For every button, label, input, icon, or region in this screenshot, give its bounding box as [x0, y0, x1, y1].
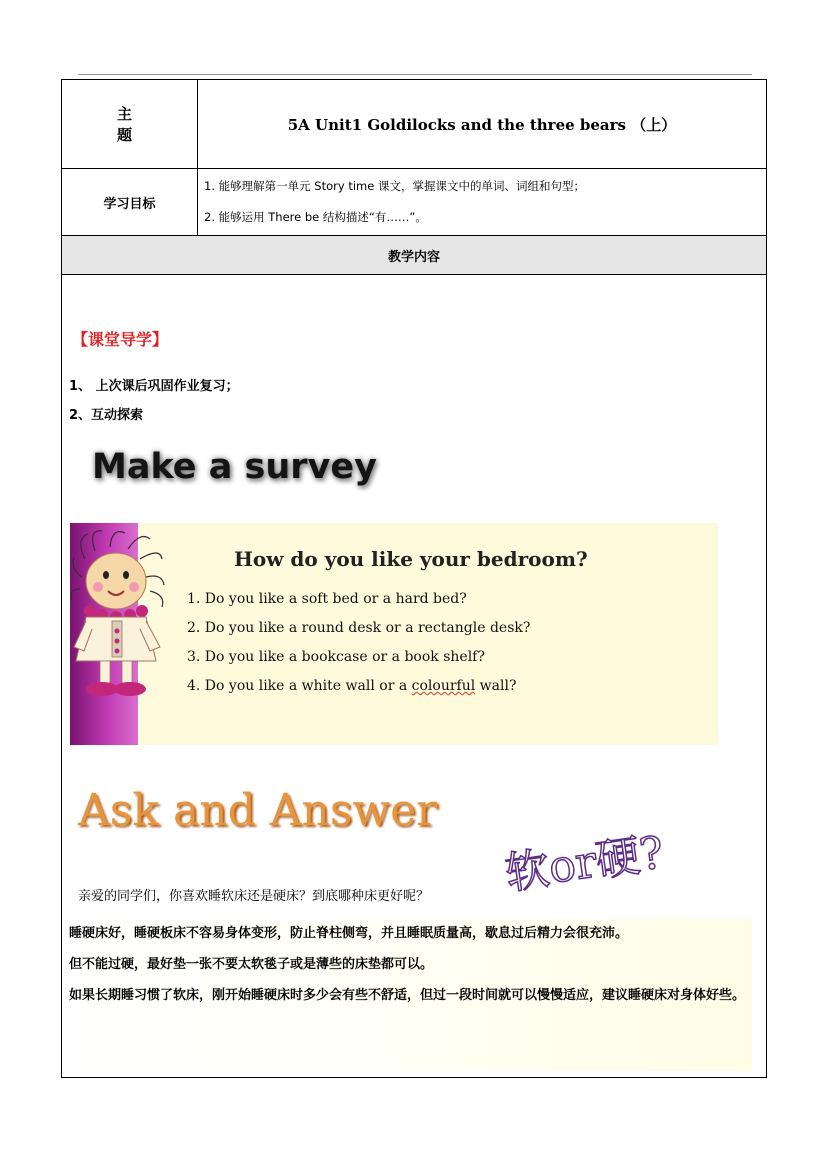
survey-slide: [70, 523, 718, 745]
topic-label: 主 题: [62, 80, 198, 169]
answer-line: 如果长期睡习惯了软床，刚开始睡硬床时多少会有些不舒适，但过一段时间就可以慢慢适应，建议睡硬床对身体好些。: [69, 988, 746, 1003]
slide-question-list: [187, 591, 530, 707]
goals-row: [62, 169, 767, 236]
doll-illustration: [70, 529, 180, 709]
topic-row: [62, 80, 767, 169]
slide-question: How do you like your bedroom?: [234, 547, 588, 571]
step-item: 1、 上次课后巩固作业复习；: [69, 379, 239, 394]
content-heading: 教学内容: [62, 236, 767, 275]
content-heading-row: [62, 236, 767, 275]
slide-item-end: wall?: [475, 678, 517, 694]
ask-answer-title: Ask and Answer: [78, 785, 438, 836]
slide-item: 1. Do you like a soft bed or a hard bed?: [187, 591, 467, 607]
slide-item: 2. Do you like a round desk or a rectangle desk?: [187, 620, 531, 636]
answer-line: 但不能过硬，最好垫一张不要太软毯子或是薄些的床垫都可以。: [69, 957, 434, 972]
slide-item: 3. Do you like a bookcase or a book shelf?: [187, 649, 485, 665]
goal-item: 2. 能够运用 There be 结构描述“有……”。: [204, 210, 427, 224]
top-rule: [78, 74, 752, 75]
guide-heading: 【课堂导学】: [72, 330, 169, 349]
content-row: [62, 275, 767, 1078]
soft-or-hard-wordart: 软or硬?: [502, 827, 667, 900]
content-body: [62, 275, 767, 1078]
discussion-question: 亲爱的同学们，你喜欢睡软床还是硬床？到底哪种床更好呢？: [78, 889, 430, 904]
topic-title: 5A Unit1 Goldilocks and the three bears （上）: [198, 80, 767, 169]
slide-item-text: 4. Do you like a white wall or a: [187, 678, 412, 694]
survey-title: Make a survey: [92, 447, 377, 487]
step-item: 2、互动探索: [69, 408, 144, 423]
spellcheck-word: colourful: [411, 678, 476, 694]
goals-list: [198, 169, 767, 236]
lesson-sheet: [61, 79, 767, 1078]
goal-item: 1. 能够理解第一单元 Story time 课文，掌握课文中的单词、词组和句型；: [204, 179, 585, 193]
goal-label: 学习目标: [62, 169, 198, 236]
slide-item: [187, 678, 530, 707]
answer-line: 睡硬床好，睡硬板床不容易身体变形，防止脊柱侧弯，并且睡眠质量高，歇息过后精力会很充沛。: [69, 926, 629, 941]
